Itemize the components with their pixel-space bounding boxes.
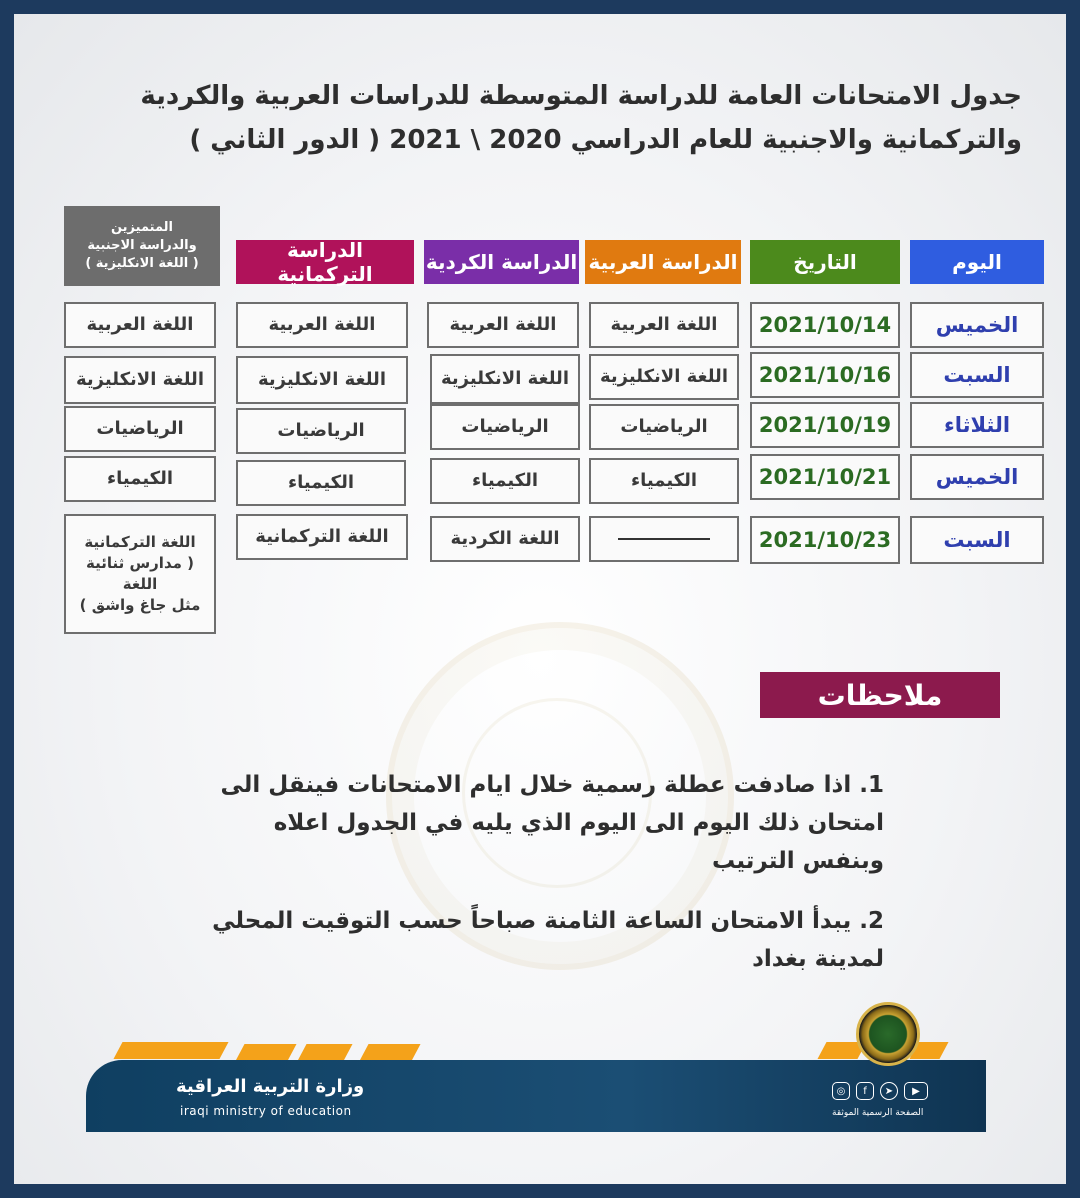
row5-day: السبت bbox=[910, 516, 1044, 564]
exam-schedule-poster bbox=[14, 14, 1066, 1184]
stripe-4 bbox=[359, 1044, 420, 1061]
row5-foreign-line-1: اللغة التركمانية bbox=[84, 533, 196, 551]
header-foreign-line-3: ( اللغة الانكليزية ) bbox=[85, 256, 199, 271]
row5-foreign-line-3: اللغة bbox=[122, 575, 158, 593]
note-1: 1. اذا صادفت عطلة رسمية خلال ايام الامتحانات فينقل الى امتحان ذلك اليوم الى اليوم الذي يليه في الجدول اعلاه وبنفس الترتيب bbox=[220, 772, 884, 874]
header-arabic-study: الدراسة العربية bbox=[585, 240, 741, 284]
row3-date: 2021/10/19 bbox=[750, 402, 900, 448]
dash-line bbox=[618, 538, 710, 540]
row2-kurdish: اللغة الانكليزية bbox=[430, 354, 580, 404]
youtube-icon[interactable]: ▶ bbox=[904, 1082, 928, 1100]
header-foreign-study bbox=[64, 206, 220, 286]
title-line-1: جدول الامتحانات العامة للدراسة المتوسطة للدراسات العربية والكردية bbox=[140, 81, 1022, 111]
row4-foreign: الكيمياء bbox=[64, 456, 216, 502]
row1-day: الخميس bbox=[910, 302, 1044, 348]
row4-kurdish: الكيمياء bbox=[430, 458, 580, 504]
header-day: اليوم bbox=[910, 240, 1044, 284]
notes-heading: ملاحظات bbox=[760, 672, 1000, 718]
facebook-icon[interactable]: f bbox=[856, 1082, 874, 1100]
row1-date: 2021/10/14 bbox=[750, 302, 900, 348]
ministry-name-arabic: وزارة التربية العراقية bbox=[176, 1076, 365, 1097]
row2-arabic: اللغة الانكليزية bbox=[589, 354, 739, 400]
row1-foreign: اللغة العربية bbox=[64, 302, 216, 348]
stripe-1 bbox=[113, 1042, 228, 1059]
header-foreign-line-1: المتميزين bbox=[110, 220, 174, 235]
stripe-3 bbox=[297, 1044, 352, 1061]
row2-foreign: اللغة الانكليزية bbox=[64, 356, 216, 404]
row3-arabic: الرياضيات bbox=[589, 404, 739, 450]
row5-turkmen: اللغة التركمانية bbox=[236, 514, 408, 560]
row4-turkmen: الكيمياء bbox=[236, 460, 406, 506]
row5-kurdish: اللغة الكردية bbox=[430, 516, 580, 562]
row2-turkmen: اللغة الانكليزية bbox=[236, 356, 408, 404]
row1-kurdish: اللغة العربية bbox=[427, 302, 579, 348]
ministry-logo bbox=[856, 1002, 920, 1066]
row4-arabic: الكيمياء bbox=[589, 458, 739, 504]
stripe-2 bbox=[235, 1044, 296, 1061]
note-2: 2. يبدأ الامتحان الساعة الثامنة صباحاً حسب التوقيت المحلي لمدينة بغداد bbox=[212, 908, 884, 972]
row3-kurdish: الرياضيات bbox=[430, 404, 580, 450]
page-title bbox=[54, 74, 1022, 162]
row3-foreign: الرياضيات bbox=[64, 406, 216, 452]
row5-foreign-line-4: مثل جاغ واشق ) bbox=[79, 596, 201, 614]
row2-date: 2021/10/16 bbox=[750, 352, 900, 398]
telegram-icon[interactable]: ➤ bbox=[880, 1082, 898, 1100]
instagram-icon[interactable]: ◎ bbox=[832, 1082, 850, 1100]
header-foreign-line-2: والدراسة الاجنبية bbox=[87, 238, 197, 253]
row1-turkmen: اللغة العربية bbox=[236, 302, 408, 348]
header-kurdish-study: الدراسة الكردية bbox=[424, 240, 579, 284]
row3-turkmen: الرياضيات bbox=[236, 408, 406, 454]
row5-foreign-line-2: ( مدارس ثنائية bbox=[86, 554, 194, 572]
row4-day: الخميس bbox=[910, 454, 1044, 500]
row3-day: الثلاثاء bbox=[910, 402, 1044, 448]
title-line-2: والتركمانية والاجنبية للعام الدراسي 2020 \ 2021 ( الدور الثاني ) bbox=[189, 125, 1022, 155]
row4-date: 2021/10/21 bbox=[750, 454, 900, 500]
row5-arabic-empty bbox=[589, 516, 739, 562]
ministry-name-english: iraqi ministry of education bbox=[180, 1104, 352, 1118]
header-turkmen-study: الدراسة التركمانية bbox=[236, 240, 414, 284]
row1-arabic: اللغة العربية bbox=[589, 302, 739, 348]
official-page-label: الصفحة الرسمية الموثقة bbox=[832, 1108, 924, 1118]
row5-date: 2021/10/23 bbox=[750, 516, 900, 564]
header-date: التاريخ bbox=[750, 240, 900, 284]
row2-day: السبت bbox=[910, 352, 1044, 398]
row5-foreign bbox=[64, 514, 216, 634]
